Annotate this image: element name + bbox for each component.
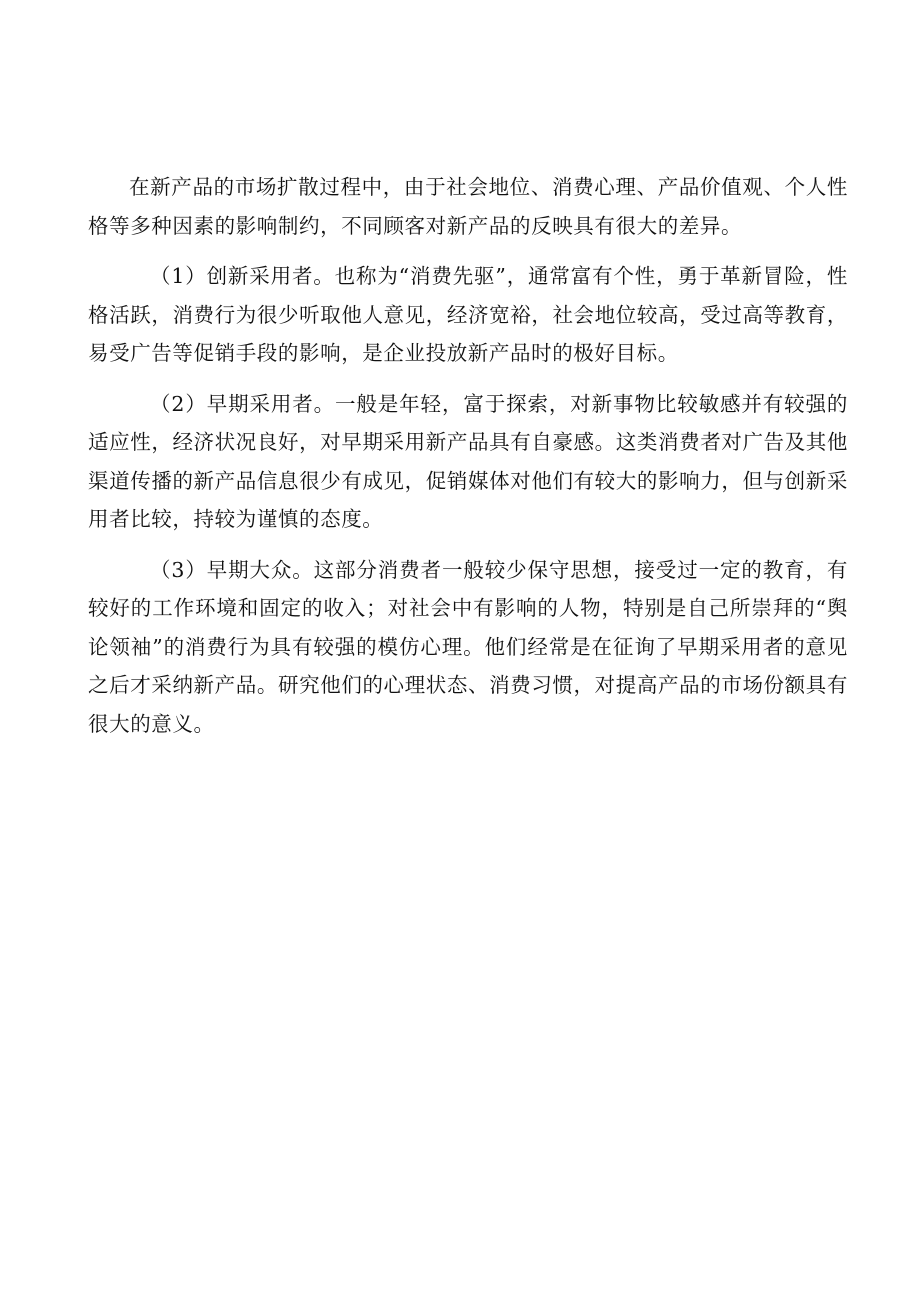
document-body [88, 168, 848, 755]
paragraph-innovators: （1）创新采用者。也称为“消费先驱”，通常富有个性，勇于革新冒险，性格活跃，消费行为很少听取他人意见，经济宽裕，社会地位较高，受过高等教育，易受广告等促销手段的影响，是企业投放新产品时的极好目标。 [88, 264, 848, 365]
paragraph-early-majority: （3）早期大众。这部分消费者一般较少保守思想，接受过一定的教育，有较好的工作环境和固定的收入；对社会中有影响的人物，特别是自己所崇拜的“舆论领袖”的消费行为具有较强的模仿心理。他们经常是在征询了早期采用者的意见之后才采纳新产品。研究他们的心理状态、消费习惯，对提高产品的市场份额具有很大的意义。 [88, 557, 848, 736]
paragraph-intro: 在新产品的市场扩散过程中，由于社会地位、消费心理、产品价值观、个人性格等多种因素的影响制约，不同顾客对新产品的反映具有很大的差异。 [88, 175, 848, 238]
paragraph-early-adopters: （2）早期采用者。一般是年轻，富于探索，对新事物比较敏感并有较强的适应性，经济状况良好，对早期采用新产品具有自豪感。这类消费者对广告及其他渠道传播的新产品信息很少有成见，促销媒体对他们有较大的影响力，但与创新采用者比较，持较为谨慎的态度。 [88, 391, 848, 531]
